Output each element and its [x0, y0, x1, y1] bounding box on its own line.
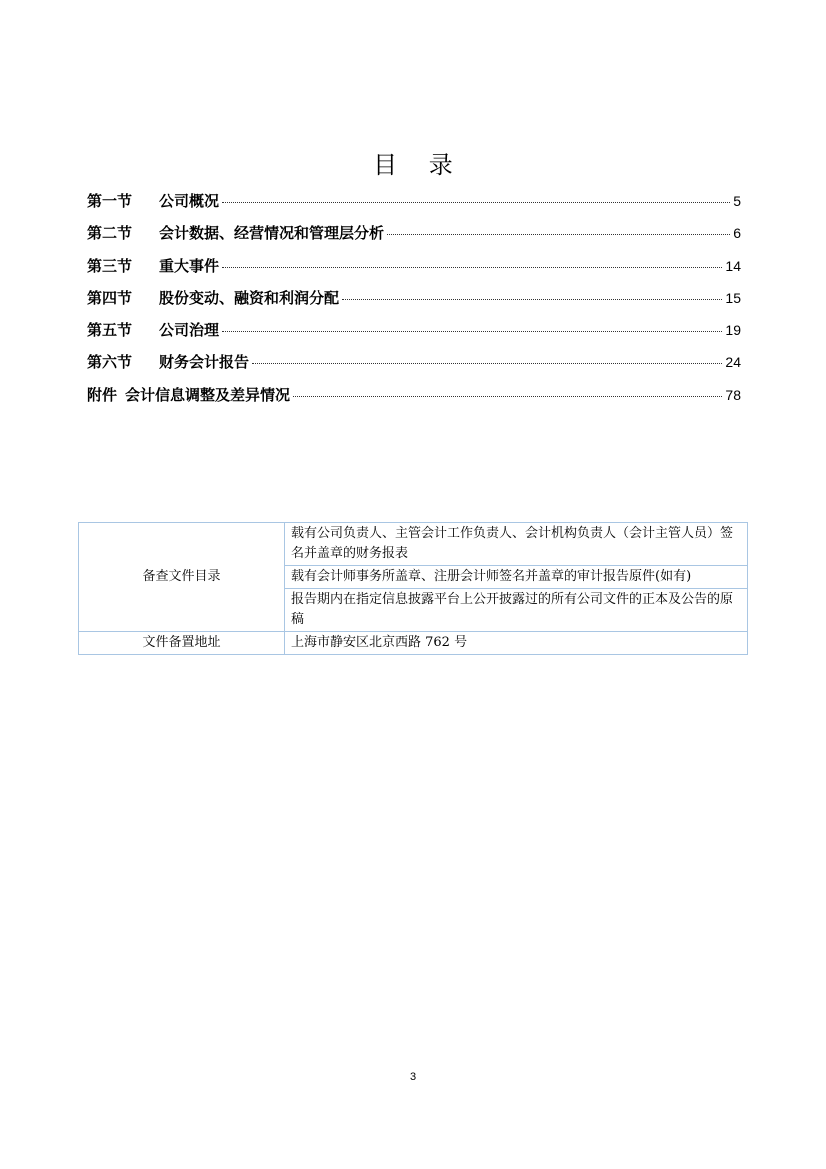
catalog-item-cell: 载有会计师事务所盖章、注册会计师签名并盖章的审计报告原件(如有): [285, 566, 748, 589]
toc-page-number: 78: [725, 386, 741, 403]
toc-page-number: 5: [733, 193, 741, 209]
toc-leader-dots: [342, 299, 722, 300]
toc-section-number: 第四节: [87, 288, 133, 307]
toc-section-title: 公司概况: [159, 192, 220, 210]
toc-page-number: 6: [733, 225, 741, 242]
address-label-cell: 文件备置地址: [79, 632, 285, 655]
toc-section-title: 会计信息调整及差异情况: [125, 385, 291, 404]
toc-page-number: 15: [725, 289, 741, 306]
toc-entry[interactable]: [87, 255, 741, 287]
table-row: [79, 632, 748, 655]
table-row: [79, 523, 748, 566]
toc-entry-appendix[interactable]: [87, 384, 741, 416]
toc-leader-dots: [252, 363, 722, 364]
toc-page-number: 19: [725, 322, 741, 339]
catalog-item-cell: 载有公司负责人、主管会计工作负责人、会计机构负责人（会计主管人员）签名并盖章的财务报表: [285, 523, 748, 566]
toc-section-number: 附件: [87, 385, 118, 404]
toc-leader-dots: [222, 202, 730, 203]
toc-page-number: 14: [725, 257, 741, 274]
catalog-label-cell: 备查文件目录: [79, 523, 285, 632]
toc-section-number: 第二节: [87, 224, 133, 243]
toc-leader-dots: [293, 396, 722, 397]
toc-section-title: 重大事件: [159, 256, 220, 275]
toc-section-title: 股份变动、融资和利润分配: [159, 288, 340, 307]
catalog-item-cell: 报告期内在指定信息披露平台上公开披露过的所有公司文件的正本及公告的原稿: [285, 589, 748, 632]
toc-leader-dots: [222, 331, 722, 332]
page-number: 3: [409, 1071, 417, 1083]
toc-page-number: 24: [725, 354, 741, 371]
toc-entry[interactable]: [87, 222, 741, 254]
toc-section-number: 第六节: [87, 353, 133, 372]
toc-entry[interactable]: [87, 190, 741, 222]
toc-leader-dots: [387, 234, 730, 235]
table-of-contents: [87, 190, 741, 416]
toc-section-number: 第一节: [87, 192, 133, 210]
toc-section-number: 第三节: [87, 256, 133, 275]
toc-section-number: 第五节: [87, 321, 133, 340]
address-value-cell: 上海市静安区北京西路 762 号: [285, 632, 748, 655]
toc-section-title: 会计数据、经营情况和管理层分析: [159, 224, 385, 243]
toc-section-title: 财务会计报告: [159, 353, 250, 372]
toc-entry[interactable]: [87, 287, 741, 319]
toc-entry[interactable]: [87, 351, 741, 383]
toc-leader-dots: [222, 267, 722, 268]
reference-files-table: [78, 522, 748, 655]
toc-entry[interactable]: [87, 319, 741, 351]
page-title: 目 录: [373, 151, 465, 179]
toc-section-title: 公司治理: [159, 321, 220, 340]
